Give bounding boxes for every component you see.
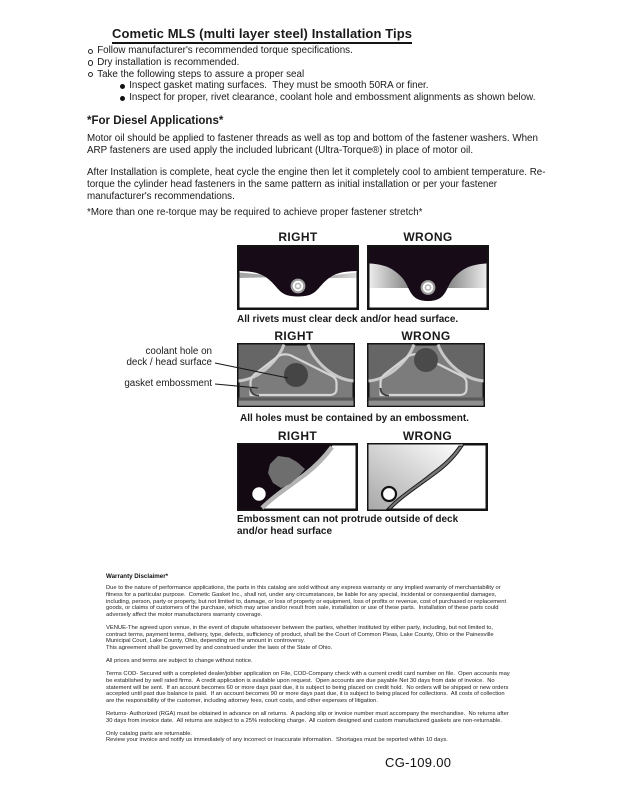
warranty-paragraph: Only catalog parts are returnable. <box>106 730 193 737</box>
warranty-heading: Warranty Disclaimer* <box>106 573 169 580</box>
bullet-item <box>87 45 549 57</box>
doc-title: Cometic MLS (multi layer steel) Installation Tips <box>112 26 412 44</box>
right-label: RIGHT <box>278 230 318 244</box>
warranty-paragraph: Review your invoice and notify us immediately of any incorrect or inaccurate information. Shortages must be reported within 10 days. <box>106 737 448 744</box>
warranty-body <box>106 585 513 744</box>
wrong-label: WRONG <box>403 230 453 244</box>
diesel-para-1: Motor oil should be applied to fastener threads as well as top and bottom of the fastener washers. When ARP fasteners are used apply the included lubricant (Ultra-Torque®) in place of motor oil. <box>87 133 541 156</box>
wrong-label: WRONG <box>402 429 453 443</box>
right-label: RIGHT <box>277 429 318 443</box>
warranty-paragraph: Terms COD- Secured with a completed dealer/jobber application on File, COD-Company check with a current credit card number on file. Open accounts may be established by well rated firms. A credit application is available upon request. Open accounts are due payable Net 30 days from date of invoice. No statement will be sent. If an account becomes 60 or more days past due, it is subject to being placed on credit hold. No orders will be shipped or new orders accepted until past due balance is paid. If an account becomes 90 or more days past due, it is subject to being placed for collections. All costs of collection are the responsibility of the customer, including attorney fees, court costs, and other expenses of litigation. <box>106 671 512 705</box>
rivet-icon <box>291 279 306 294</box>
rivet-clearance-wrong-diagram <box>367 245 489 310</box>
bullet-item <box>87 69 549 81</box>
warranty-paragraph: VENUE-The agreed upon venue, in the event of dispute whatsoever between the parties, whether instituted by either party, including, but not limited to, contract terms, payment terms, delivery, type, defects, sufficiency of product, shall be the Court of Common Pleas, Lake County, Ohio or the Painesville Municipal Court, Lake County, Ohio, depending on the amount in controversy. <box>106 624 496 645</box>
rivet-icon <box>421 280 436 295</box>
row2-caption: All holes must be contained by an embossment. <box>240 413 469 424</box>
filled-bullet-icon <box>120 96 125 101</box>
diesel-heading: *For Diesel Applications* <box>87 115 224 127</box>
warranty-paragraph: This agreement shall be governed by and construed under the laws of the State of Ohio. <box>106 645 333 652</box>
warranty-paragraph: Due to the nature of performance applications, the parts in this catalog are sold without any express warranty or any implied warranty of merchantability or fitness for a particular purpose. Cometic Gasket Inc., shall not, under any circumstances, be liable for any special, incidental or consequential damages, including, person, party or property, but not limited to, damage, or loss of property or equipment, loss of profits or revenue, cost of purchased or replacement goods, or claims of customers of the purchase, which may arise and/or result from sale, installation or use of these parts. Installation of these parts could adversely affect the motor manufacturers warranty coverage. <box>106 585 508 618</box>
open-circle-bullet-icon <box>88 72 93 77</box>
sub-bullet-item <box>119 80 549 92</box>
row3-caption: Embossment can not protrude outside of deck and/or head surface <box>237 514 459 537</box>
bullet-text: Inspect gasket mating surfaces. They must be smooth 50RA or finer. <box>129 80 429 92</box>
coolant-hole <box>414 348 438 372</box>
doc-code: CG-109.00 <box>385 755 452 770</box>
callout-leader-lines <box>190 350 300 395</box>
diesel-para-2: After Installation is complete, heat cycle the engine then let it completely cool to ambient temperature. Re-torque the cylinder head fasteners in the same pattern as initial installation or per your fastener manufacturer's recommendations. <box>87 167 546 202</box>
embossment-wrong-diagram <box>367 443 488 511</box>
open-circle-bullet-icon <box>88 49 93 54</box>
bullet-item <box>87 57 549 69</box>
rivet-clearance-right-diagram <box>237 245 359 310</box>
retorque-note: *More than one re-torque may be required to achieve proper fastener stretch* <box>87 207 423 218</box>
bolt-hole <box>382 487 396 501</box>
coolant-hole-wrong-diagram <box>367 343 485 407</box>
warranty-paragraph: All prices and terms are subject to change without notice. <box>106 658 253 665</box>
coolant-hole-callout: coolant hole on deck / head surface <box>126 346 212 369</box>
bullet-text: Dry installation is recommended. <box>97 56 240 68</box>
embossment-right-diagram <box>237 443 358 511</box>
bullet-text: Take the following steps to assure a proper seal <box>97 68 305 80</box>
sub-bullet-item <box>119 92 549 104</box>
filled-bullet-icon <box>120 84 125 89</box>
right-label: RIGHT <box>274 329 314 343</box>
open-circle-bullet-icon <box>88 60 93 65</box>
bullet-text: Follow manufacturer's recommended torque specifications. <box>97 45 353 56</box>
bullet-list <box>87 45 549 104</box>
bullet-text: Inspect for proper, rivet clearance, coolant hole and embossment alignments as shown below. <box>129 92 536 104</box>
embossment-callout: gasket embossment <box>124 378 212 389</box>
wrong-label: WRONG <box>401 329 451 343</box>
warranty-paragraph: Returns- Authorized (RGA) must be obtained in advance on all returns. A packing slip or invoice number must accompany the merchandise. No returns after 30 days from invoice date. All returns are subject to a 25% restocking charge. All custom designed and custom manufactured gaskets are non-returnable. <box>106 711 511 724</box>
bolt-hole <box>252 487 265 500</box>
row1-caption: All rivets must clear deck and/or head surface. <box>237 314 459 325</box>
